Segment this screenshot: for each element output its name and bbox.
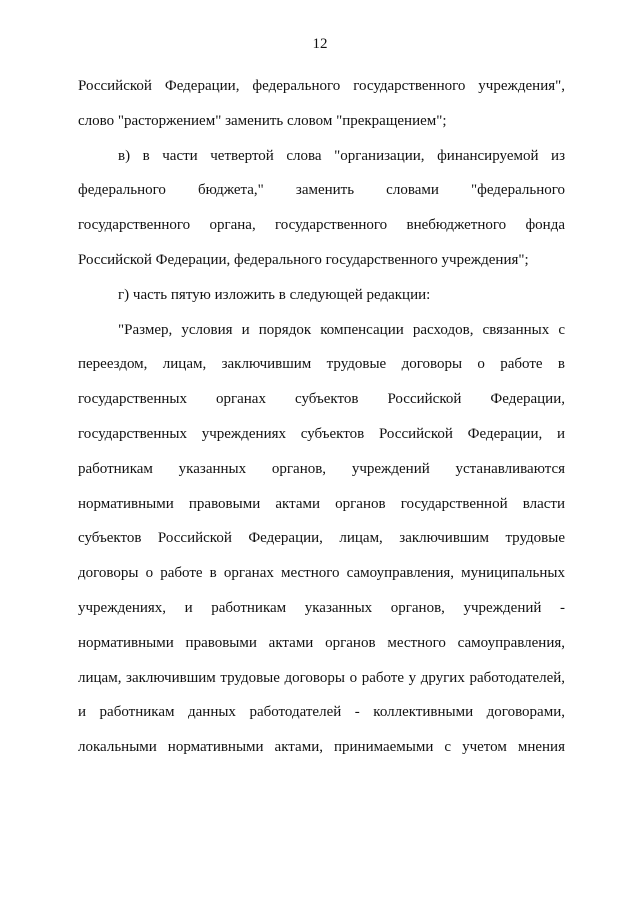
text-line: договоры о работе в органах местного самоуправления, муниципальных <box>78 565 565 582</box>
text-line: субъектов Российской Федерации, лицам, заключившим трудовые <box>78 530 565 547</box>
text-line: Российской Федерации, федерального государственного учреждения", <box>78 78 565 94</box>
text-line: работникам указанных органов, учреждений устанавливаются <box>78 460 565 477</box>
text-line: в) в части четвертой слова "организации, финансируемой из <box>118 147 565 164</box>
document-body <box>78 69 565 765</box>
text-line: нормативными правовыми актами органов местного самоуправления, <box>78 634 565 651</box>
text-line: государственного органа, государственного внебюджетного фонда <box>78 217 565 234</box>
text-line: и работникам данных работодателей - коллективными договорами, <box>78 704 565 721</box>
text-line: г) часть пятую изложить в следующей редакции: <box>118 286 431 303</box>
text-line: лицам, заключившим трудовые договоры о работе у других работодателей, <box>78 669 565 686</box>
text-line: слово "расторжением" заменить словом "прекращением"; <box>78 112 447 129</box>
text-line: государственных органах субъектов Российской Федерации, <box>78 391 565 408</box>
text-line: государственных учреждениях субъектов Российской Федерации, и <box>78 425 565 442</box>
page-number: 12 <box>312 36 328 52</box>
text-line: локальными нормативными актами, принимаемыми с учетом мнения <box>78 739 565 756</box>
text-line: нормативными правовыми актами органов государственной власти <box>78 495 565 512</box>
text-line: учреждениях, и работникам указанных органов, учреждений - <box>78 599 565 616</box>
text-line: федерального бюджета," заменить словами "федерального <box>78 182 565 199</box>
text-line: переездом, лицам, заключившим трудовые договоры о работе в <box>78 356 565 373</box>
text-line: "Размер, условия и порядок компенсации расходов, связанных с <box>118 321 565 338</box>
text-line: Российской Федерации, федерального государственного учреждения"; <box>78 251 529 268</box>
